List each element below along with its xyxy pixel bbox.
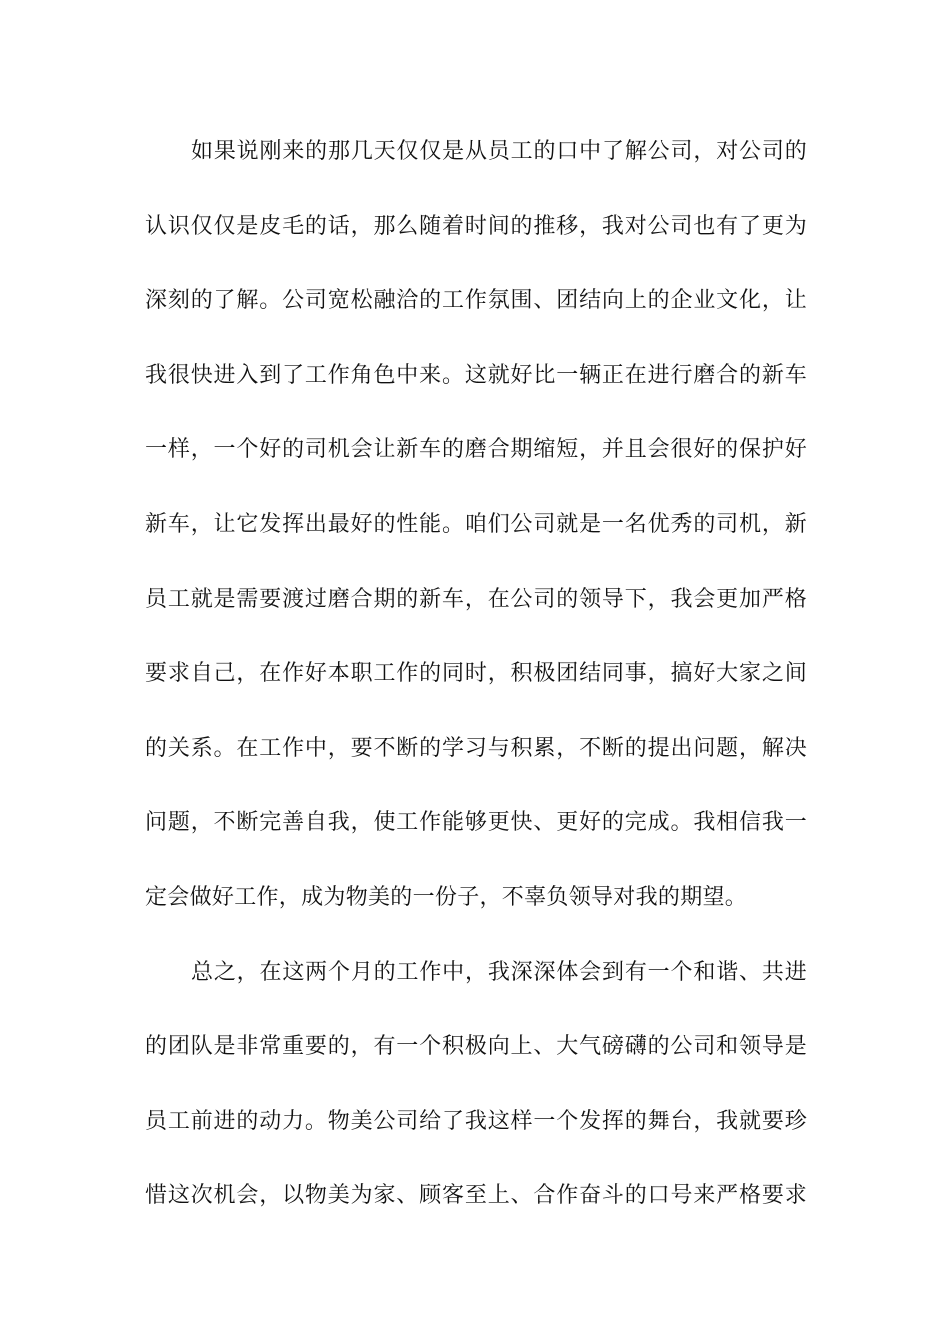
text-line: 新车，让它发挥出最好的性能。咱们公司就是一名优秀的司机，新: [145, 511, 807, 537]
text-line: 员工就是需要渡过磨合期的新车，在公司的领导下，我会更加严格: [145, 586, 807, 612]
text-line: 我很快进入到了工作角色中来。这就好比一辆正在进行磨合的新车: [145, 362, 807, 388]
text-line: 的团队是非常重要的，有一个积极向上、大气磅礴的公司和领导是: [145, 1034, 807, 1060]
document-body: [145, 128, 807, 1247]
text-line: 员工前进的动力。物美公司给了我这样一个发挥的舞台，我就要珍: [145, 1108, 807, 1134]
text-line: 问题，不断完善自我，使工作能够更快、更好的完成。我相信我一: [145, 810, 807, 836]
text-line: 惜这次机会，以物美为家、顾客至上、合作奋斗的口号来严格要求: [145, 1183, 807, 1209]
text-line: 认识仅仅是皮毛的话，那么随着时间的推移，我对公司也有了更为: [145, 213, 807, 239]
paragraph-2: [145, 949, 807, 1247]
text-line: 定会做好工作，成为物美的一份子，不辜负领导对我的期望。: [145, 884, 748, 910]
text-line: 如果说刚来的那几天仅仅是从员工的口中了解公司，对公司的: [191, 139, 807, 164]
text-line: 一样，一个好的司机会让新车的磨合期缩短，并且会很好的保护好: [145, 437, 807, 463]
text-line: 总之，在这两个月的工作中，我深深体会到有一个和谐、共进: [191, 959, 807, 985]
text-line: 要求自己，在作好本职工作的同时，积极团结同事，搞好大家之间: [145, 661, 807, 687]
paragraph-1: [145, 128, 807, 949]
text-line: 深刻的了解。公司宽松融洽的工作氛围、团结向上的企业文化，让: [145, 288, 807, 314]
text-line: 的关系。在工作中，要不断的学习与积累，不断的提出问题，解决: [145, 735, 807, 761]
